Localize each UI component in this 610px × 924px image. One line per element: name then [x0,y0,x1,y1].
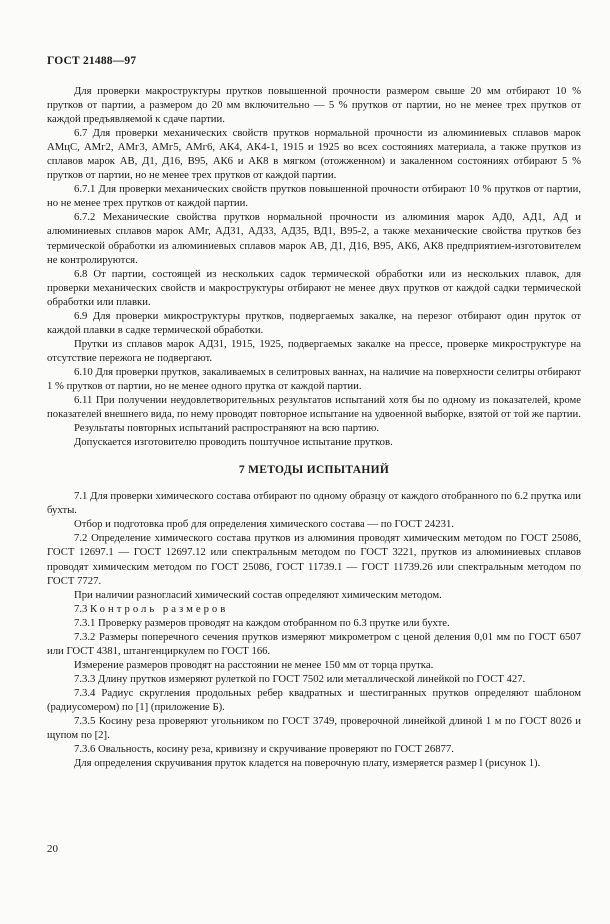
spaced-heading-text: Контроль размеров [90,602,229,615]
paragraph: Результаты повторных испытаний распространяют на всю партию. [74,422,380,435]
paragraph: 7.3.2 Размеры поперечного сечения прутков измеряют микрометром с ценой деления 0,01 мм по ГОСТ 6507 или ГОСТ 4381, штангенциркулем по ГОСТ 166. [47,630,581,657]
paragraph: 7.3.1 Проверку размеров проводят на каждом отобранном по 6.3 прутке или бухте. [74,616,450,629]
paragraph: 7.1 Для проверки химического состава отбирают по одному образцу от каждого отобранного по 6.2 прутка или бухты. [47,490,581,517]
paragraph: Прутки из сплавов марок АД31, 1915, 1925, подвергаемых закалке на прессе, проверке микроструктуре на отсутствие пережога не подвергают. [47,337,581,364]
paragraphs-section-6 [47,84,581,449]
paragraphs-section-7a [47,489,581,601]
paragraph: 7.3.3 Длину прутков измеряют рулеткой по ГОСТ 7502 или металлической линейкой по ГОСТ 427. [74,672,526,685]
paragraph: Отбор и подготовка проб для определения химического состава — по ГОСТ 24231. [74,518,454,531]
paragraph: 7.3.5 Косину реза проверяют угольником по ГОСТ 3749, проверочной линейкой длиной 1 м по ГОСТ 8026 и щупом по [2]. [47,715,581,742]
paragraph: 6.10 Для проверки прутков, закаливаемых в селитровых ваннах, на наличие на поверхности селитры отбирают 1 % прутков от партии, но не менее одного прутка от каждой партии. [47,365,581,392]
paragraph: 6.8 От партии, состоящей из нескольких садок термической обработки или из нескольких плавок, для проверки механических свойств и макроструктуры отбирают не менее двух прутков от каждой садки термической обработки или плавки. [47,267,581,308]
spaced-heading-number: 7.3 [74,602,88,615]
paragraph: 7.3.6 Овальность, косину реза, кривизну и скручивание проверяют по ГОСТ 26877. [74,743,454,756]
page-number: 20 [47,843,58,855]
section-title: 7 МЕТОДЫ ИСПЫТАНИЙ [238,464,390,477]
paragraph: Измерение размеров проводят на расстоянии не менее 150 мм от торца прутка. [74,658,434,671]
paragraph: 6.7.2 Механические свойства прутков нормальной прочности из алюминия марок АД0, АД1, АД и алюминиевых сплавов марок АМг, АД31, АД33, АД35, ВД1, В95-2, а также механические свойства прутков без термической обработки из алюминиевых сплавов марок АВ, Д1, Д16, В95, АК6, АК8 предприятием-изготовителем не контролируются. [47,211,581,266]
paragraph: 6.7 Для проверки механических свойств прутков нормальной прочности из алюминиевых сплавов марок АМцС, АМг2, АМг3, АМг5, АМг6, АК4, АК4-1, 1915 и 1925 во всех состояниях материала, а также прутков из сплавов марок АВ, Д1, Д16, В95, АК6 и АК8 в мягком (отожженном) и закаленном состояниях отбирают 5 % прутков от партии, но не менее трех прутков от каждой партии. [47,127,581,182]
document-header: ГОСТ 21488—97 [47,55,137,67]
document-body [47,84,581,770]
paragraph: 7.2 Определение химического состава прутков из алюминия проводят химическим методом по ГОСТ 25086, ГОСТ 12697.1 — ГОСТ 12697.12 или спектральным методом по ГОСТ 3221, прутков из алюминиевых сплавов проводят химическим методом по ГОСТ 25086, ГОСТ 11739.1 — ГОСТ 11739.26 или спектральным методом по ГОСТ 7727. [47,532,581,587]
paragraphs-section-7b [47,616,581,771]
spaced-heading [47,602,581,616]
paragraph: 6.7.1 Для проверки механических свойств прутков повышенной прочности отбирают 10 % прутков от партии, но не менее трех прутков от каждой партии. [47,183,581,210]
paragraph: 6.9 Для проверки микроструктуры прутков, подвергаемых закалке, на перезог отбирают один пруток от каждой плавки в садке термической обработки. [47,309,581,336]
paragraph: Для определения скручивания пруток кладется на поверочную плату, измеряется размер l (рисунок 1). [74,757,541,770]
paragraph: Для проверки макроструктуры прутков повышенной прочности размером свыше 20 мм отбирают 10 % прутков от партии, а размером до 20 мм включительно — 5 % прутков от партии, но не менее трех прутков от каждой предъявляемой к сдаче партии. [47,85,581,126]
paragraph: 6.11 При получении неудовлетворительных результатов испытаний хотя бы по одному из показателей, кроме показателей внешнего вида, по нему проводят повторное испытание на удвоенной выборке, взятой от той же партии. [47,394,581,421]
paragraph: Допускается изготовителю проводить поштучное испытание прутков. [74,436,393,449]
paragraph: При наличии разногласий химический состав определяют химическим методом. [74,588,442,601]
paragraph: 7.3.4 Радиус скругления продольных ребер квадратных и шестигранных прутков определяют шаблоном (радиусомером) по [1] (приложение Б). [47,686,581,713]
